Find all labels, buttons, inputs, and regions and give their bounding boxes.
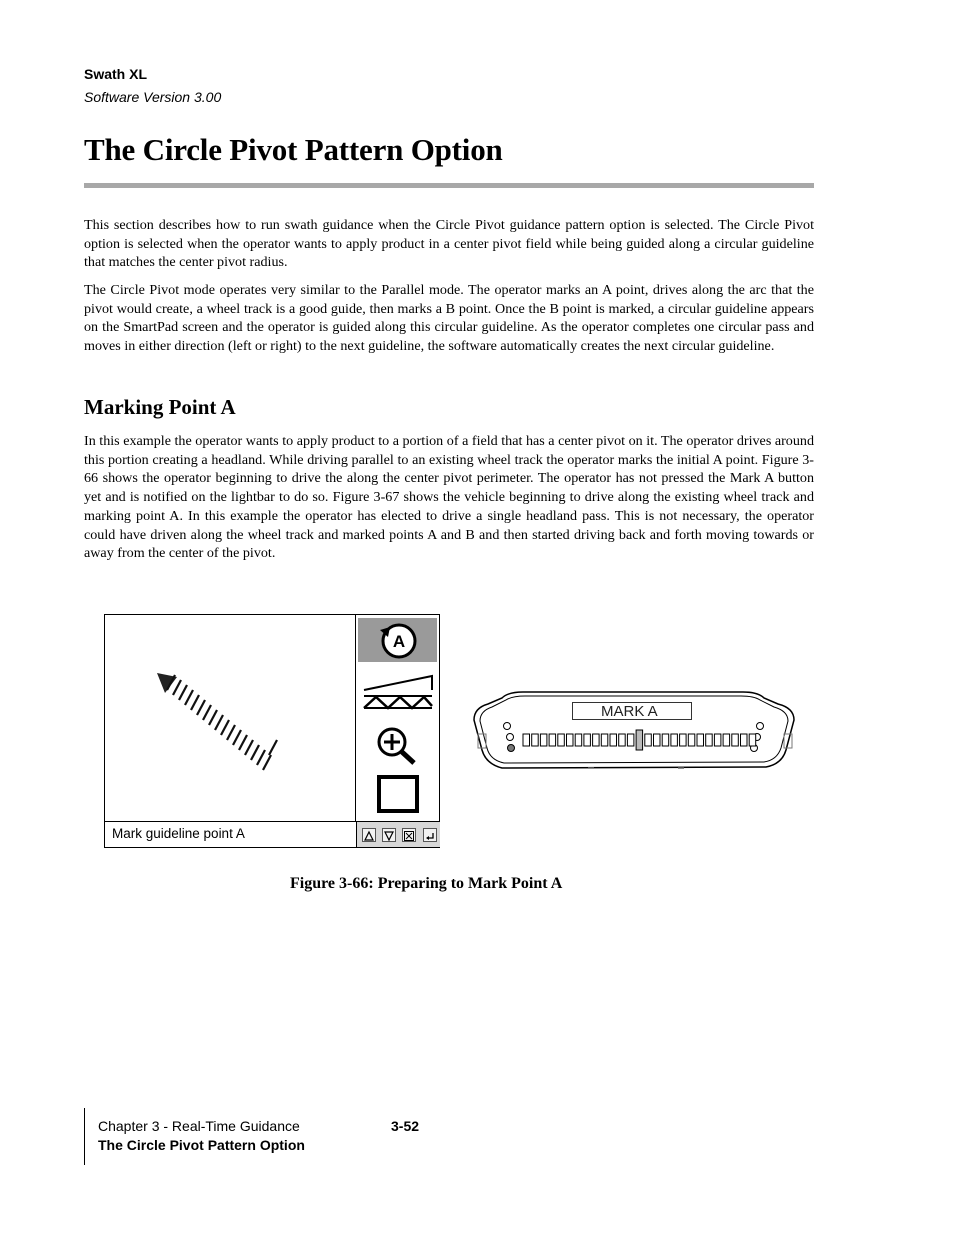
zoom-in-icon — [358, 722, 437, 766]
footer-chapter: Chapter 3 - Real-Time Guidance — [98, 1118, 300, 1134]
intro-paragraph-1: This section describes how to run swath guidance when the Circle Pivot guidance pattern option is selected. The Circle Pivot option is selected when the operator wants to apply product in a center pivot field while being guided along a circular guideline that matches the center pivot radius. — [84, 217, 814, 271]
led-segment — [645, 734, 652, 746]
smartpad-nav-buttons — [356, 822, 440, 847]
guidance-map — [105, 615, 356, 821]
led-segment — [610, 734, 617, 746]
mark-point-a-letter: A — [392, 632, 406, 651]
header-product: Swath XL — [84, 66, 148, 82]
led-segment — [732, 734, 739, 746]
section-heading: Marking Point A — [84, 395, 236, 419]
view-mode-button[interactable] — [358, 773, 437, 817]
led-segment — [567, 734, 574, 746]
led-segment — [627, 734, 634, 746]
section-paragraph: In this example the operator wants to apply product to a portion of a field that has a center pivot on it. The operator drives around this portion creating a headland. While driving parallel to an existing wheel track the operator marks the initial A point. Figure 3-66 shows the operator beginning to drive the along the center pivot perimeter. The operator has not pressed the Mark A button yet and is notified on the lightbar to do so. Figure 3-67 shows the vehicle beginning to drive along the existing wheel track and marking point A. In this example the operator has elected to drive a single headland pass. This is not necessary, the operator could have driven along the wheel track and marked points A and B and then started driving back and forth moving towards or away from the center of the pivot. — [84, 433, 814, 562]
boom-sections-icon — [358, 670, 437, 714]
arrow-up-button[interactable] — [362, 828, 376, 842]
enter-icon — [424, 830, 436, 842]
cancel-button[interactable] — [402, 828, 416, 842]
vehicle-trail-graphic — [105, 615, 355, 821]
led-segment — [601, 734, 608, 746]
lightbar-message: MARK A — [572, 702, 692, 720]
led-segment — [714, 734, 721, 746]
header-version: Software Version 3.00 — [84, 89, 222, 105]
led-segment — [575, 734, 582, 746]
page-number: 3-52 — [391, 1118, 420, 1134]
figure-caption: Figure 3-66: Preparing to Mark Point A — [290, 875, 563, 892]
mark-point-a-icon — [358, 618, 437, 662]
smartpad-screen — [104, 614, 440, 848]
led-segment — [549, 734, 556, 746]
footer-section: The Circle Pivot Pattern Option — [98, 1137, 305, 1153]
led-segment — [636, 730, 643, 750]
led-segment — [532, 734, 539, 746]
applied-swath-trail — [167, 675, 277, 770]
smartpad-status-bar — [105, 821, 439, 848]
led-segment — [688, 734, 695, 746]
status-message: Mark guideline point A — [112, 826, 245, 841]
page-title: The Circle Pivot Pattern Option — [84, 132, 503, 167]
led-segment — [723, 734, 730, 746]
arrow-up-icon — [363, 830, 375, 842]
led-segment — [523, 734, 530, 746]
led-segment — [741, 734, 748, 746]
led-segment — [540, 734, 547, 746]
intro-paragraph-2: The Circle Pivot mode operates very similar to the Parallel mode. The operator marks an A point, drives along the arc that the pivot would create, a wheel track is a good guide, then marks a B point. Once the B point is marked, a circular guideline appears on the SmartPad screen and the operator is guided along this circular guideline. As the operator completes one circular pass and moves in either direction (left or right) to the next guideline, the software automatically creates the next circular guideline. — [84, 282, 814, 355]
arrow-down-button[interactable] — [382, 828, 396, 842]
arrow-down-icon — [383, 830, 395, 842]
led-segment — [619, 734, 626, 746]
led-segment — [593, 734, 600, 746]
led-segment — [654, 734, 661, 746]
footer-rule — [84, 1108, 85, 1165]
led-segment — [749, 734, 756, 746]
mark-point-a-button[interactable] — [358, 618, 437, 662]
led-segment — [680, 734, 687, 746]
smartpad-side-menu — [356, 615, 439, 821]
led-segment — [558, 734, 565, 746]
lightbar-display — [468, 690, 798, 772]
led-segment — [584, 734, 591, 746]
led-segment — [671, 734, 678, 746]
cancel-icon — [403, 830, 415, 842]
enter-button[interactable] — [423, 828, 437, 842]
title-rule — [84, 183, 814, 188]
view-mode-icon — [358, 773, 437, 817]
led-segment — [662, 734, 669, 746]
led-segment — [697, 734, 704, 746]
zoom-in-button[interactable] — [358, 722, 437, 766]
boom-sections-button[interactable] — [358, 670, 437, 714]
led-segment — [706, 734, 713, 746]
